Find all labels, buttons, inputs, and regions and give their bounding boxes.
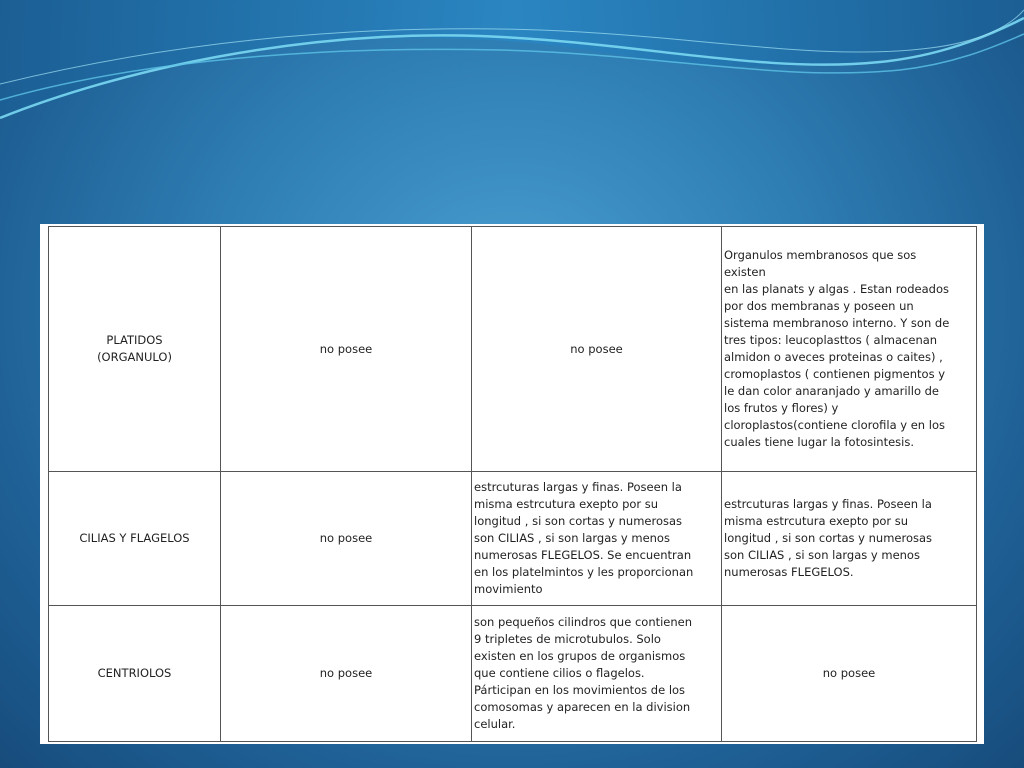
- table-cell: no posee: [722, 606, 977, 742]
- table-cell: estrcuturas largas y finas. Poseen la misma estrcutura exepto por su longitud , si son cortas y numerosas son CILIAS , si son largas y menos numerosas FLEGELOS.: [722, 472, 977, 606]
- table-cell: Organulos membranosos que sos existen en las planats y algas . Estan rodeados por dos membranas y poseen un sistema membranoso interno. Y son de tres tipos: leucoplasttos ( almacenan almidon o aveces proteinas o caites) , cromoplastos ( contienen pigmentos y le dan color anaranjado y amarillo de los frutos y flores) y cloroplastos(contiene clorofila y en los cuales tiene lugar la fotosintesis.: [722, 227, 977, 472]
- organelle-name-cell: CILIAS Y FLAGELOS: [49, 472, 221, 606]
- table-cell: estrcuturas largas y finas. Poseen la misma estrcutura exepto por su longitud , si son cortas y numerosas son CILIAS , si son largas y menos numerosas FLEGELOS. Se encuentran en los platelmintos y les proporcionan movimiento: [472, 472, 722, 606]
- organelle-name-cell: CENTRIOLOS: [49, 606, 221, 742]
- table-row: [49, 227, 977, 472]
- organelle-comparison-table: [48, 226, 977, 742]
- table-cell: no posee: [221, 472, 472, 606]
- table-cell: no posee: [221, 606, 472, 742]
- slide-table-panel: [40, 224, 984, 744]
- table-row: [49, 606, 977, 742]
- table-cell: no posee: [472, 227, 722, 472]
- table-row: [49, 472, 977, 606]
- table-cell: son pequeños cilindros que contienen 9 tripletes de microtubulos. Solo existen en los grupos de organismos que contiene cilios o flagelos. Párticipan en los movimientos de los comosomas y aparecen en la division celular.: [472, 606, 722, 742]
- table-cell: no posee: [221, 227, 472, 472]
- header-wave-decoration: [0, 0, 1024, 130]
- organelle-name-cell: PLATIDOS (ORGANULO): [49, 227, 221, 472]
